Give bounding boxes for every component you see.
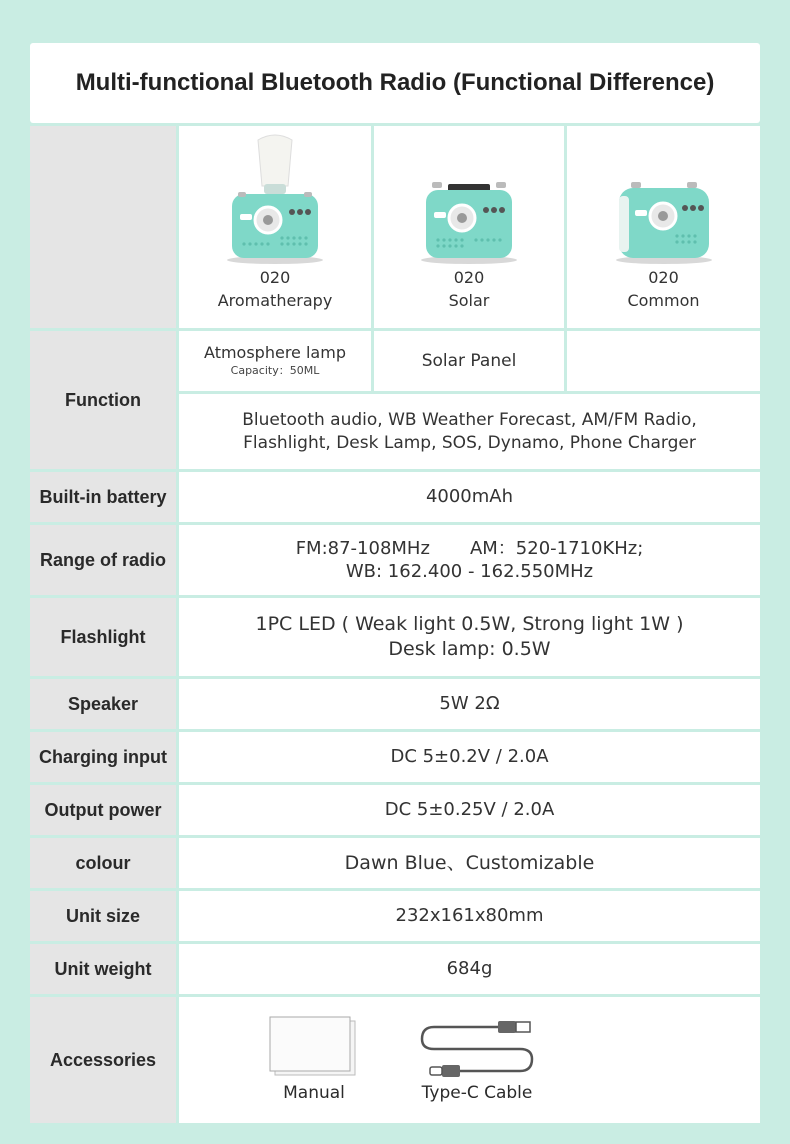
radio-common-image: [609, 126, 719, 266]
accessory-manual: [266, 1015, 362, 1115]
function-common-line1: Bluetooth audio, WB Weather Forecast, AM/FM Radio,: [242, 410, 697, 431]
product-variant: Solar: [448, 291, 490, 311]
spec-label: Charging input: [30, 732, 176, 782]
spec-label: Output power: [30, 785, 176, 835]
function-common-line2: Flashlight, Desk Lamp, SOS, Dynamo, Phone Charger: [243, 432, 696, 453]
capacity-text: Capacity：50ML: [230, 364, 320, 378]
spec-value-line: FM:87-108MHz AM：520-1710KHz;: [295, 537, 644, 559]
spec-value: [179, 598, 760, 676]
page-title-box: [30, 43, 760, 123]
spec-value-line: 232x161x80mm: [395, 905, 544, 927]
radio-solar-image: [414, 126, 524, 266]
spec-value: [179, 838, 760, 888]
spec-label: Unit weight: [30, 944, 176, 994]
accessory-usb-cable: [412, 1015, 542, 1115]
spec-value: [179, 891, 760, 941]
spec-value-line: WB: 162.400 - 162.550MHz: [345, 561, 594, 582]
accessory-label: Manual: [283, 1083, 345, 1103]
spec-value-line: 4000mAh: [425, 486, 514, 508]
spec-value: [179, 525, 760, 595]
spec-value-line: 1PC LED ( Weak light 0.5W, Strong light 1W ): [255, 613, 684, 636]
product-model: 020: [453, 268, 485, 287]
product-model: 020: [648, 268, 679, 287]
spec-value-line: DC 5±0.25V / 2.0A: [384, 799, 555, 821]
product-cell-aromatherapy: [179, 126, 371, 328]
radio-aromatherapy-image: [220, 126, 330, 266]
page-title: Multi-functional Bluetooth Radio (Functional Difference): [75, 69, 715, 96]
spec-value: [179, 785, 760, 835]
product-variant: Aromatherapy: [217, 291, 333, 311]
spec-value: [179, 679, 760, 729]
spec-label: Speaker: [30, 679, 176, 729]
product-cell-solar: [374, 126, 564, 328]
spec-value-line: DC 5±0.2V / 2.0A: [390, 746, 549, 768]
spec-label: Built-in battery: [30, 472, 176, 522]
accessory-label: Type-C Cable: [421, 1083, 533, 1103]
usb-cable-icon: [412, 1015, 542, 1079]
solar-panel-text: Solar Panel: [421, 350, 517, 371]
spec-value-line: 684g: [446, 958, 493, 980]
spec-label: colour: [30, 838, 176, 888]
product-row-label-cell: [30, 126, 176, 328]
spec-value: [179, 472, 760, 522]
function-label: Function: [30, 331, 176, 469]
accessories-label: Accessories: [30, 997, 176, 1123]
product-variant: Common: [627, 291, 700, 311]
atmosphere-lamp-text: Atmosphere lamp: [204, 343, 346, 363]
product-model: 020: [259, 268, 291, 287]
spec-label: Unit size: [30, 891, 176, 941]
spec-label: Range of radio: [30, 525, 176, 595]
function-extra-common: [567, 331, 760, 391]
manual-icon: [266, 1015, 362, 1079]
spec-value-line: 5W 2Ω: [439, 693, 500, 715]
function-extra-solar: [374, 331, 564, 391]
function-common-cell: [179, 394, 760, 469]
spec-value: [179, 944, 760, 994]
spec-value: [179, 732, 760, 782]
spec-label: Flashlight: [30, 598, 176, 676]
function-extra-aromatherapy: [179, 331, 371, 391]
spec-value-line: Dawn Blue、Customizable: [344, 851, 595, 874]
product-cell-common: [567, 126, 760, 328]
spec-value-line: Desk lamp: 0.5W: [388, 638, 551, 660]
